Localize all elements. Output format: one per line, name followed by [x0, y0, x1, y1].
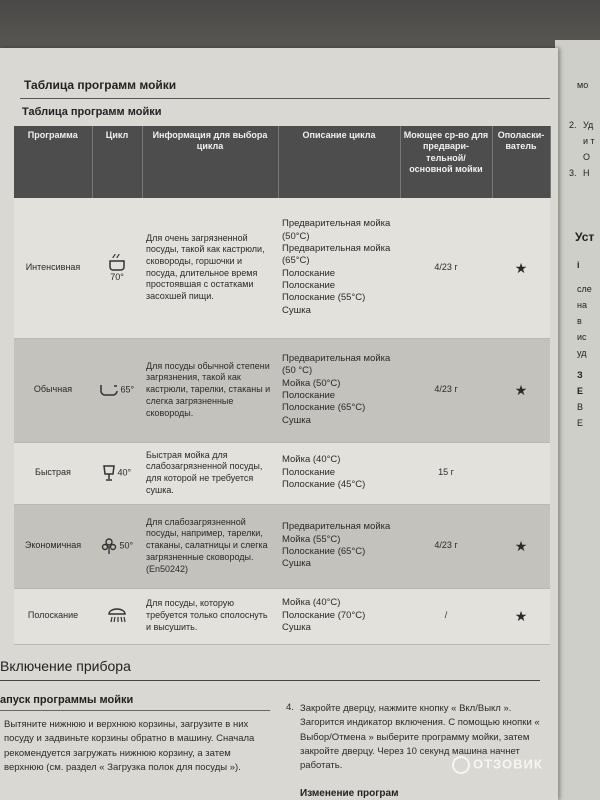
- rinse-aid-star: ★: [492, 338, 550, 442]
- side-fragment: З: [577, 370, 583, 380]
- plate-icon: [100, 383, 118, 397]
- column-header: Цикл: [92, 126, 142, 198]
- step-text: Закройте дверцу, нажмите кнопку « Вкл/Выкл ». Загорится индикатор включения. С помощью кнопки « Выбор/Отмена » выберите программу мойки, затем закройте дверцу. Через 10 секунд машина начнет работать.: [300, 703, 540, 771]
- watermark-text: ОТЗОВИК: [473, 756, 543, 772]
- cycle-description: Предварительная мойка (50 °C) Мойка (50°C) Полоскание Полоскание (65°C) Сушка: [278, 338, 400, 442]
- divider: [0, 710, 270, 711]
- detergent-amount: /: [400, 588, 492, 644]
- detergent-amount: 15 г: [400, 442, 492, 504]
- program-table: [14, 126, 551, 645]
- rinse-aid-star: [492, 442, 550, 504]
- table-row: [14, 442, 550, 504]
- shower-icon: [107, 608, 127, 624]
- column-header: Информация для выбора цикла: [142, 126, 278, 198]
- rinse-aid-star: ★: [492, 198, 550, 338]
- cycle-info: Быстрая мойка для слабозагрязненной посуды, для которой не требуется сушка.: [142, 442, 278, 504]
- side-fragment: и т: [583, 136, 595, 146]
- side-fragment: Уст: [575, 230, 595, 244]
- step-number: 4.: [286, 702, 294, 713]
- cycle-cell: [92, 588, 142, 644]
- cycle-temp: 50°: [119, 540, 134, 551]
- side-fragment: мо: [577, 80, 589, 90]
- detergent-amount: 4/23 г: [400, 338, 492, 442]
- side-fragment: в: [577, 316, 582, 326]
- side-fragment: О: [583, 152, 591, 162]
- divider: [0, 680, 540, 681]
- subsection-title: апуск программы мойки: [0, 694, 134, 706]
- column-header: Описание цикла: [278, 126, 400, 198]
- table-row: [14, 338, 550, 442]
- side-fragment: 2.: [569, 120, 577, 130]
- side-fragment: Е: [577, 386, 584, 396]
- page-header: Таблица программ мойки: [24, 78, 177, 92]
- program-name: Обычная: [14, 338, 92, 442]
- table-row: [14, 588, 550, 644]
- cycle-cell: [92, 198, 142, 338]
- program-name: Интенсивная: [14, 198, 92, 338]
- side-fragment: i: [577, 260, 580, 270]
- cycle-description: Предварительная мойка Мойка (55°C) Полоскание (65°C) Сушка: [278, 504, 400, 588]
- pot-icon: [107, 252, 127, 272]
- side-fragment: 3.: [569, 168, 577, 178]
- cycle-info: Для посуды, которую требуется только сполоснуть и высушить.: [142, 588, 278, 644]
- section-title: Включение прибора: [0, 658, 131, 674]
- program-name: Экономичная: [14, 504, 92, 588]
- column-header: Программа: [14, 126, 92, 198]
- cycle-description: Мойка (40°C) Полоскание (70°C) Сушка: [278, 588, 400, 644]
- next-subsection-title: Изменение програм: [300, 788, 399, 799]
- instructions-text: Вытяните нижнюю и верхнюю корзины, загрузите в них посуду и задвиньте корзины обратно в машину. Сначала рекомендуется загружать нижнюю корзину, а затем верхнюю (см. раздел « Загрузка полок для посуды »).: [4, 719, 255, 773]
- table-header-row: [14, 126, 550, 198]
- rinse-aid-star: ★: [492, 504, 550, 588]
- cycle-info: Для посуды обычной степени загрязнения, такой как кастрюли, тарелки, стаканы и слегка загрязненные сковороды.: [142, 338, 278, 442]
- cycle-description: Мойка (40°C) Полоскание Полоскание (45°C): [278, 442, 400, 504]
- detergent-amount: 4/23 г: [400, 504, 492, 588]
- side-fragment: В: [577, 402, 584, 412]
- side-fragment: Н: [583, 168, 590, 178]
- side-fragment: ис: [577, 332, 587, 342]
- rinse-aid-star: ★: [492, 588, 550, 644]
- table-title: Таблица программ мойки: [22, 106, 162, 118]
- cycle-temp: 70°: [110, 271, 124, 282]
- detergent-amount: 4/23 г: [400, 198, 492, 338]
- table-row: [14, 198, 550, 338]
- cycle-cell: [92, 504, 142, 588]
- glass-icon: [103, 465, 115, 481]
- side-fragment: Уд: [583, 120, 594, 130]
- cycle-info: Для слабозагрязненной посуды, например, тарелки, стаканы, салатницы и слегка загрязненные сковороды. (En50242): [142, 504, 278, 588]
- cycle-temp: 40°: [117, 467, 132, 478]
- program-name: Быстрая: [14, 442, 92, 504]
- column-header: Ополаски-ватель: [492, 126, 550, 198]
- program-name: Полоскание: [14, 588, 92, 644]
- side-fragment: Е: [577, 418, 584, 428]
- cycle-info: Для очень загрязненной посуды, такой как кастрюли, сковороды, горшочки и посуда, длительное время простоявшая с остатками засохшей пищи.: [142, 198, 278, 338]
- cycle-temp: 65°: [120, 384, 135, 395]
- side-fragment: сле: [577, 284, 592, 294]
- side-fragment: на: [577, 300, 587, 310]
- cycle-cell: [92, 442, 142, 504]
- watermark: [452, 756, 543, 774]
- column-header: Моющее ср-во для предвари-тельной/ основной мойки: [400, 126, 492, 198]
- cycle-cell: [92, 338, 142, 442]
- table-row: [14, 504, 550, 588]
- manual-page: [0, 48, 558, 800]
- eco-icon: [101, 537, 117, 555]
- divider: [20, 98, 550, 99]
- watermark-logo-icon: [452, 756, 470, 774]
- adjacent-page: [555, 40, 600, 800]
- side-fragment: уд: [577, 348, 587, 358]
- cycle-description: Предварительная мойка (50°C) Предварительная мойка (65°C) Полоскание Полоскание Полоскание (55°C) Сушка: [278, 198, 400, 338]
